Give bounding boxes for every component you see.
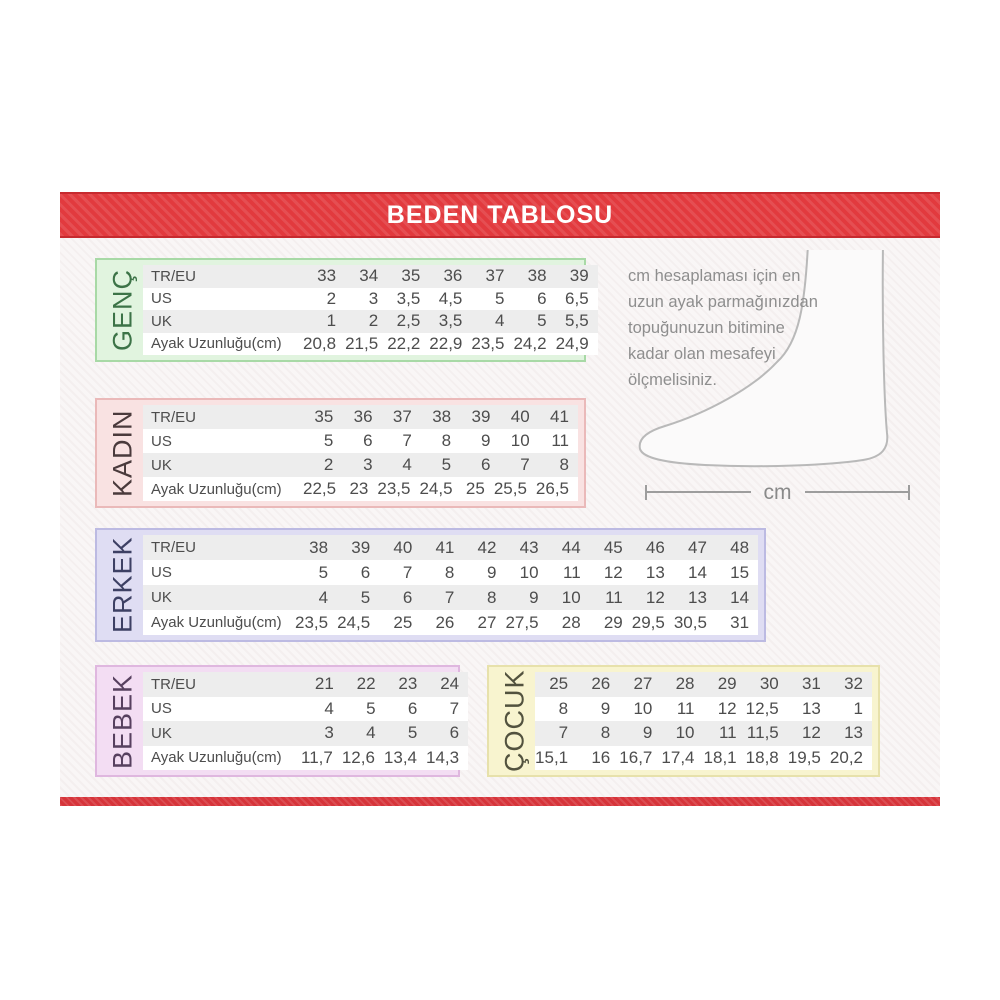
size-value: 7 xyxy=(558,723,569,743)
size-value: 24,2 xyxy=(513,333,547,353)
row-label: TR/EU xyxy=(151,408,196,426)
section-title: ERKEK xyxy=(107,536,138,634)
table-row xyxy=(143,429,578,453)
size-value: 7 xyxy=(444,587,455,607)
size-value: 25 xyxy=(465,479,485,498)
size-value: 2,5 xyxy=(396,311,421,331)
size-value: 23 xyxy=(349,479,369,498)
size-value: 1 xyxy=(326,311,337,331)
size-value: 19,5 xyxy=(787,747,821,767)
size-value: 28 xyxy=(675,674,695,694)
size-value: 24 xyxy=(440,674,460,694)
section-title: KADIN xyxy=(107,409,138,497)
size-value: 10 xyxy=(519,562,539,582)
row-label: US xyxy=(151,290,172,308)
size-value: 10 xyxy=(510,431,530,450)
measurement-note xyxy=(628,263,828,393)
size-value: 37 xyxy=(392,407,412,426)
table-row xyxy=(143,746,468,771)
note-line: kadar olan mesafeyi xyxy=(628,345,776,363)
size-value: 4 xyxy=(366,723,376,743)
size-value: 2 xyxy=(326,288,337,308)
size-value: 12,5 xyxy=(745,698,779,718)
size-value: 30 xyxy=(759,674,779,694)
size-value: 26,5 xyxy=(535,479,569,498)
row-label: US xyxy=(151,700,172,718)
title-banner xyxy=(60,192,940,238)
size-value: 12,6 xyxy=(341,747,375,767)
size-value: 8 xyxy=(559,455,569,474)
size-value: 5 xyxy=(495,288,505,308)
size-value: 3 xyxy=(363,455,373,474)
size-value: 40 xyxy=(510,407,530,426)
note-line: ölçmelisiniz. xyxy=(628,371,717,389)
size-value: 5 xyxy=(407,723,418,743)
size-value: 1 xyxy=(853,698,863,718)
size-value: 3 xyxy=(324,723,334,743)
size-value: 29,5 xyxy=(631,612,665,632)
size-value: 18,8 xyxy=(745,747,779,767)
size-value: 11 xyxy=(718,723,737,743)
size-value: 38 xyxy=(309,537,329,557)
row-label: UK xyxy=(151,589,172,606)
size-value: 11 xyxy=(605,587,623,607)
size-value: 27 xyxy=(633,674,653,694)
size-value: 23 xyxy=(398,674,418,694)
table-row xyxy=(535,672,872,697)
ruler-unit-label: cm xyxy=(763,480,792,504)
size-value: 16,7 xyxy=(619,747,653,767)
size-value: 48 xyxy=(730,537,750,557)
size-value: 6 xyxy=(402,587,413,607)
row-label: US xyxy=(151,564,172,581)
size-value: 22 xyxy=(356,674,376,694)
size-value: 13 xyxy=(801,698,821,718)
size-value: 24,9 xyxy=(555,333,589,353)
size-table xyxy=(535,672,872,770)
size-table xyxy=(143,535,758,635)
row-label: TR/EU xyxy=(151,539,196,556)
size-value: 6 xyxy=(537,288,547,308)
size-value: 12 xyxy=(717,698,737,718)
size-value: 13 xyxy=(844,723,863,743)
size-value: 16 xyxy=(591,747,611,767)
size-value: 6 xyxy=(363,431,373,450)
size-value: 23,5 xyxy=(471,333,505,353)
size-value: 7 xyxy=(402,431,412,450)
page-title: BEDEN TABLOSU xyxy=(386,200,614,229)
size-value: 12 xyxy=(645,587,665,607)
table-row xyxy=(535,721,872,746)
table-row xyxy=(535,697,872,722)
size-value: 5 xyxy=(323,431,334,450)
size-value: 39 xyxy=(471,407,491,426)
size-section-erkek xyxy=(95,528,766,642)
size-table xyxy=(143,405,578,501)
size-value: 29 xyxy=(603,612,623,632)
section-title: BEBEK xyxy=(107,673,138,769)
size-value: 26 xyxy=(435,612,455,632)
size-value: 13 xyxy=(688,587,707,607)
size-section-genc xyxy=(95,258,589,362)
size-value: 6 xyxy=(480,455,491,474)
size-value: 18,1 xyxy=(703,747,737,767)
ruler-line-right xyxy=(805,491,909,493)
size-value: 41 xyxy=(550,407,569,426)
size-value: 21,5 xyxy=(345,333,379,353)
size-value: 6 xyxy=(449,723,460,743)
measurement-ruler xyxy=(645,480,910,504)
note-line: uzun ayak parmağınızdan xyxy=(628,293,818,311)
size-value: 5 xyxy=(441,455,452,474)
size-value: 4 xyxy=(324,698,334,718)
size-value: 47 xyxy=(688,537,707,557)
size-value: 10 xyxy=(633,698,653,718)
size-value: 15 xyxy=(730,562,750,582)
size-value: 17,4 xyxy=(661,747,695,767)
size-value: 6 xyxy=(407,698,418,718)
size-value: 41 xyxy=(435,537,455,557)
size-value: 27 xyxy=(477,612,497,632)
size-value: 4,5 xyxy=(438,288,463,308)
table-row xyxy=(143,535,758,560)
table-row xyxy=(143,585,758,610)
table-row xyxy=(143,672,468,697)
table-row xyxy=(143,310,598,333)
size-value: 9 xyxy=(487,562,497,582)
row-label: UK xyxy=(151,724,172,742)
size-value: 22,5 xyxy=(303,479,337,498)
size-value: 46 xyxy=(645,537,665,557)
size-table xyxy=(143,265,598,355)
size-value: 5 xyxy=(318,562,329,582)
size-value: 23,5 xyxy=(295,612,329,632)
size-value: 21 xyxy=(314,674,334,694)
size-value: 8 xyxy=(444,562,455,582)
size-value: 36 xyxy=(443,266,463,286)
row-label: Ayak Uzunluğu(cm) xyxy=(151,749,282,767)
size-value: 2 xyxy=(368,311,379,331)
table-row xyxy=(143,405,578,429)
size-value: 9 xyxy=(600,698,611,718)
table-row xyxy=(143,288,598,311)
row-label: Ayak Uzunluğu(cm) xyxy=(151,335,282,353)
row-label: UK xyxy=(151,456,172,474)
size-value: 8 xyxy=(487,587,497,607)
size-value: 11 xyxy=(676,698,695,718)
size-value: 25,5 xyxy=(493,479,527,498)
size-value: 35 xyxy=(401,266,421,286)
ruler-tick-right xyxy=(908,485,910,500)
size-value: 5 xyxy=(537,311,547,331)
table-row xyxy=(143,610,758,635)
size-value: 6,5 xyxy=(565,288,589,308)
size-value: 35 xyxy=(314,407,334,426)
size-value: 14 xyxy=(688,562,707,582)
size-value: 11 xyxy=(563,562,581,582)
size-value: 23,5 xyxy=(377,479,411,498)
size-value: 37 xyxy=(485,266,505,286)
size-value: 8 xyxy=(600,723,611,743)
size-value: 39 xyxy=(351,537,371,557)
table-row xyxy=(143,477,578,501)
size-value: 28 xyxy=(561,612,581,632)
section-title: ÇOCUK xyxy=(499,669,530,773)
size-value: 29 xyxy=(717,674,737,694)
size-value: 40 xyxy=(393,537,413,557)
size-value: 13,4 xyxy=(383,747,418,767)
size-value: 10 xyxy=(675,723,695,743)
size-value: 33 xyxy=(317,266,337,286)
size-value: 38 xyxy=(432,407,452,426)
size-value: 14 xyxy=(730,587,750,607)
size-value: 9 xyxy=(529,587,539,607)
size-value: 20,2 xyxy=(829,747,863,767)
size-value: 27,5 xyxy=(505,612,539,632)
bottom-stripe xyxy=(60,797,940,806)
table-row xyxy=(143,697,468,722)
size-value: 44 xyxy=(561,537,581,557)
row-label: Ayak Uzunluğu(cm) xyxy=(151,614,282,631)
size-value: 26 xyxy=(591,674,611,694)
size-value: 2 xyxy=(323,455,334,474)
size-value: 25 xyxy=(549,674,569,694)
size-value: 9 xyxy=(480,431,491,450)
row-label: UK xyxy=(151,312,172,330)
table-row xyxy=(143,721,468,746)
size-value: 12 xyxy=(801,723,821,743)
size-value: 22,2 xyxy=(387,333,421,353)
size-value: 3,5 xyxy=(396,288,421,308)
size-value: 7 xyxy=(449,698,460,718)
size-value: 39 xyxy=(569,266,589,286)
table-row xyxy=(143,333,598,356)
size-value: 34 xyxy=(359,266,379,286)
size-value: 5,5 xyxy=(565,311,589,331)
size-value: 4 xyxy=(402,455,412,474)
table-row xyxy=(535,746,872,771)
size-section-bebek xyxy=(95,665,460,777)
size-value: 5 xyxy=(360,587,371,607)
size-value: 43 xyxy=(519,537,539,557)
size-value: 22,9 xyxy=(429,333,463,353)
size-value: 14,3 xyxy=(426,747,460,767)
section-title: GENÇ xyxy=(107,269,138,352)
size-value: 8 xyxy=(441,431,452,450)
size-value: 24,5 xyxy=(337,612,371,632)
size-value: 36 xyxy=(353,407,373,426)
size-value: 32 xyxy=(844,674,863,694)
size-value: 7 xyxy=(520,455,530,474)
size-value: 11,5 xyxy=(746,723,779,743)
size-value: 11 xyxy=(551,431,569,450)
size-value: 24,5 xyxy=(419,479,453,498)
size-value: 5 xyxy=(366,698,376,718)
table-row xyxy=(143,560,758,585)
row-label: Ayak Uzunluğu(cm) xyxy=(151,480,282,498)
size-value: 6 xyxy=(360,562,371,582)
size-value: 15,1 xyxy=(535,747,569,767)
size-value: 10 xyxy=(561,587,581,607)
size-value: 42 xyxy=(477,537,497,557)
row-label: TR/EU xyxy=(151,675,196,693)
table-row xyxy=(143,265,598,288)
size-section-cocuk xyxy=(487,665,880,777)
size-value: 13 xyxy=(645,562,665,582)
size-value: 4 xyxy=(318,587,329,607)
size-value: 31 xyxy=(730,612,750,632)
note-line: cm hesaplaması için en xyxy=(628,267,801,285)
size-value: 45 xyxy=(603,537,623,557)
size-value: 20,8 xyxy=(303,333,337,353)
table-row xyxy=(143,453,578,477)
note-line: topuğunuzun bitimine xyxy=(628,319,785,337)
size-section-kadin xyxy=(95,398,586,508)
size-value: 3,5 xyxy=(438,311,463,331)
size-value: 4 xyxy=(495,311,505,331)
size-value: 11,7 xyxy=(301,747,333,767)
size-value: 9 xyxy=(642,723,653,743)
size-value: 25 xyxy=(393,612,413,632)
row-label: US xyxy=(151,432,172,450)
size-value: 3 xyxy=(368,288,379,308)
row-label: TR/EU xyxy=(151,267,196,285)
size-value: 12 xyxy=(603,562,623,582)
size-value: 7 xyxy=(402,562,413,582)
size-value: 30,5 xyxy=(673,612,707,632)
ruler-line-left xyxy=(647,491,751,493)
size-value: 38 xyxy=(527,266,547,286)
size-value: 8 xyxy=(558,698,569,718)
size-value: 31 xyxy=(801,674,821,694)
size-table xyxy=(143,672,468,770)
